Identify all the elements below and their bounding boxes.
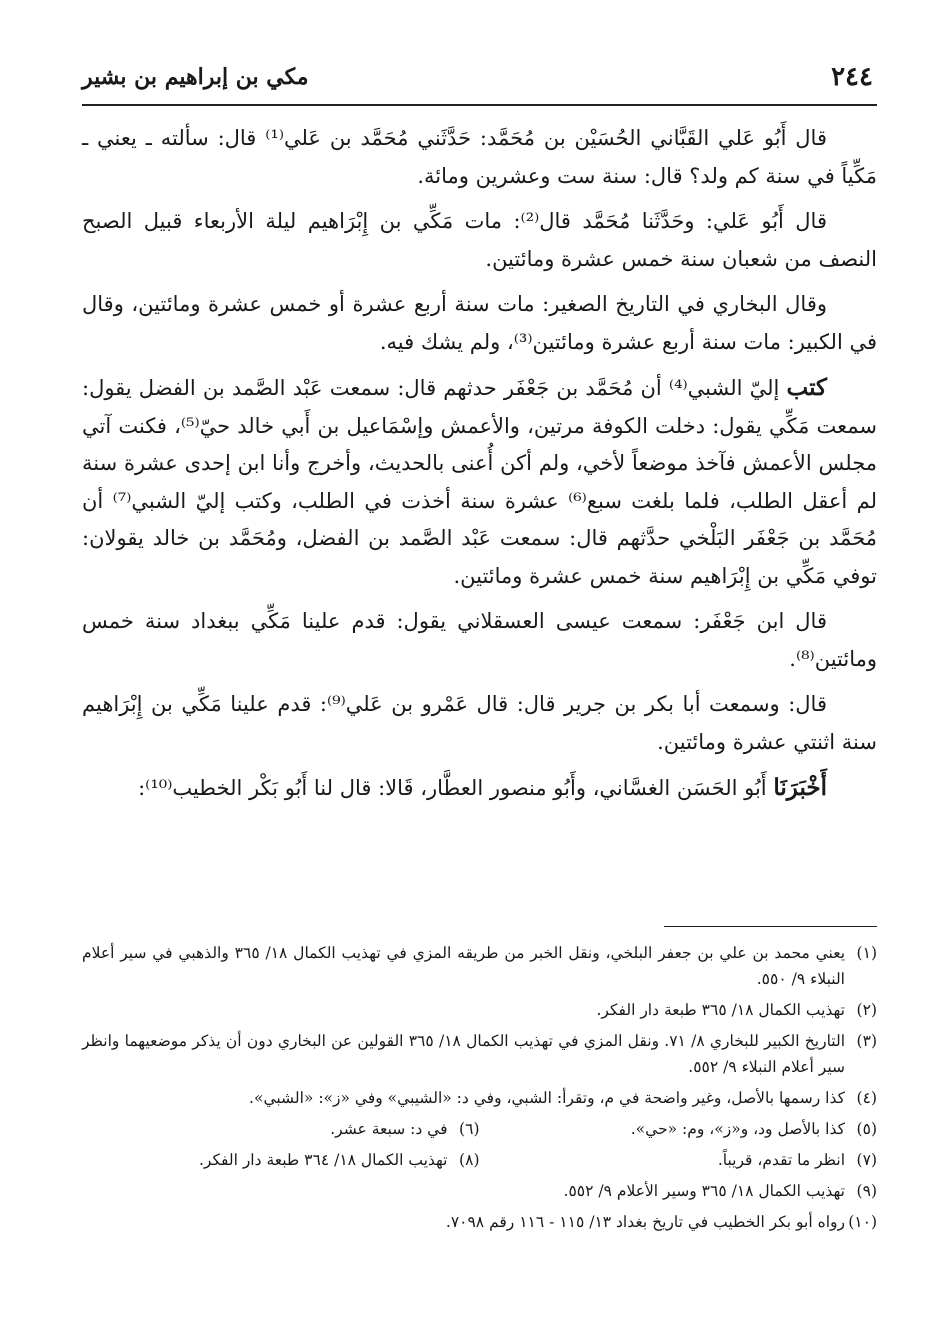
footnote-row [82,1147,877,1173]
footnote-number: (٦) [459,1120,480,1138]
footnote [82,1085,877,1111]
footnote-text: تهذيب الكمال ١٨/ ٣٦٤ طبعة دار الفكر. [198,1151,448,1169]
footnote [480,1116,878,1142]
main-text [82,120,877,816]
footnote-text: انظر ما تقدم، قريباً. [717,1151,845,1169]
footnote-rule [664,926,877,927]
footnote-text: تهذيب الكمال ١٨/ ٣٦٥ وسير الأعلام ٩/ ٥٥٢. [563,1182,845,1200]
footnote-text: تهذيب الكمال ١٨/ ٣٦٥ طبعة دار الفكر. [596,1001,845,1019]
running-title: مكي بن إبراهيم بن بشير [82,64,309,90]
paragraph-lead-word: أَخْبَرَنَا [773,774,827,801]
paragraph-text: إليّ الشبي⁽⁴⁾ أن مُحَمَّد بن جَعْفَر حدثهم قال: سمعت عَبْد الصَّمد بن الفضل يقول: سمعت مَكِّي يقول: دخلت الكوفة مرتين، والأعمش وإسْمَاعيل بن أَبي خالد حيّ⁽⁵⁾، فكنت آتي مجلس الأعمش فآخذ موضعاً لأخي، ولم أكن أُعنى بالحديث، وأخرج وأنا ابن إحدى عشرة سنة لم أعقل الطلب، فلما بلغت سبع⁽⁶⁾ عشرة سنة أخذت في الطلب، وكتب إليّ الشبي⁽⁷⁾ أن مُحَمَّد بن جَعْفَر البَلْخي حدَّثهم قال: سمعت عَبْد الصَّمد بن الفضل، ومُحَمَّد بن خالد يقولان: توفي مَكِّي بن إِبْرَاهيم سنة خمس عشرة ومائتين. [82,376,878,588]
page-number: ٢٤٤ [831,62,873,92]
footnote-text: كذا بالأصل ود، و«ز»، وم: «حي». [630,1120,845,1138]
footnotes [82,940,877,1240]
footnote-number: (٨) [459,1151,480,1169]
paragraph: قال أَبُو عَلي: وحَدَّثَنا مُحَمَّد قال⁽²⁾: مات مَكِّي بن إِبْرَاهيم ليلة الأربعاء قبيل الصبح النصف من شعبان سنة خمس عشرة ومائتين. [82,209,877,271]
footnote-text: يعني محمد بن علي بن جعفر البلخي، ونقل الخبر من طريقه المزي في تهذيب الكمال ١٨/ ٣٦٥ والذهبي في سير أعلام النبلاء ٩/ ٥٥٠. [82,944,846,988]
paragraph: قال ابن جَعْفَر: سمعت عيسى العسقلاني يقول: قدم علينا مَكِّي ببغداد سنة خمس ومائتين⁽⁸⁾. [82,609,877,671]
footnote-text: التاريخ الكبير للبخاري ٨/ ٧١. ونقل المزي في تهذيب الكمال ١٨/ ٣٦٥ القولين عن البخاري دون أن يذكر موضعيهما وانظر سير أعلام النبلاء ٩/ ٥٥٢. [82,1032,845,1076]
footnote [82,1209,877,1235]
paragraph [82,769,877,808]
footnote [82,997,877,1023]
footnote [82,1116,480,1142]
footnote-number: (١٠) [848,1213,877,1231]
footnote-row [82,1116,877,1142]
footnote-number: (٧) [856,1151,877,1169]
paragraph [82,369,877,595]
page-header [82,58,877,98]
paragraph-text: أَبُو الحَسَن الغسَّاني، وأَبُو منصور العطَّار، قَالا: قال لنا أَبُو بَكْر الخطيب⁽¹⁰⁾: [138,776,767,800]
paragraph: وقال البخاري في التاريخ الصغير: مات سنة أربع عشرة أو خمس عشرة ومائتين، وقال في الكبير: مات سنة أربع عشرة ومائتين⁽³⁾، ولم يشك فيه. [82,292,877,354]
footnote [82,1147,480,1173]
paragraph: قال: وسمعت أبا بكر بن جرير قال: قال عَمْرو بن عَلي⁽⁹⁾: قدم علينا مَكِّي بن إِبْرَاهيم سنة اثنتي عشرة ومائتين. [82,692,877,754]
footnote-text: رواه أبو بكر الخطيب في تاريخ بغداد ١٣/ ١١٥ - ١١٦ رقم ٧٠٩٨. [445,1213,845,1231]
footnote [82,940,877,992]
footnote [82,1028,877,1080]
footnote-number: (٣) [856,1032,877,1050]
paragraph-lead-word: كتب [786,374,827,401]
footnote-number: (٩) [856,1182,877,1200]
footnote-number: (٢) [856,1001,877,1019]
footnote [82,1178,877,1204]
footnote-text: في د: سبعة عشر. [330,1120,448,1138]
footnote-text: كذا رسمها بالأصل، وغير واضحة في م، وتقرأ: الشبي، وفي د: «الشيبي» وفي «ز»: «الشبي». [249,1089,845,1107]
footnote-number: (٤) [856,1089,877,1107]
header-rule [82,104,877,106]
footnote [480,1147,878,1173]
footnote-number: (١) [856,944,877,962]
paragraph: قال أَبُو عَلي القَبَّاني الحُسَيْن بن مُحَمَّد: حَدَّثَني مُحَمَّد بن عَلي⁽¹⁾ قال: سألته ـ يعني ـ مَكِّياً في سنة كم ولد؟ قال: سنة ست وعشرين ومائة. [82,126,877,188]
footnote-number: (٥) [856,1120,877,1138]
